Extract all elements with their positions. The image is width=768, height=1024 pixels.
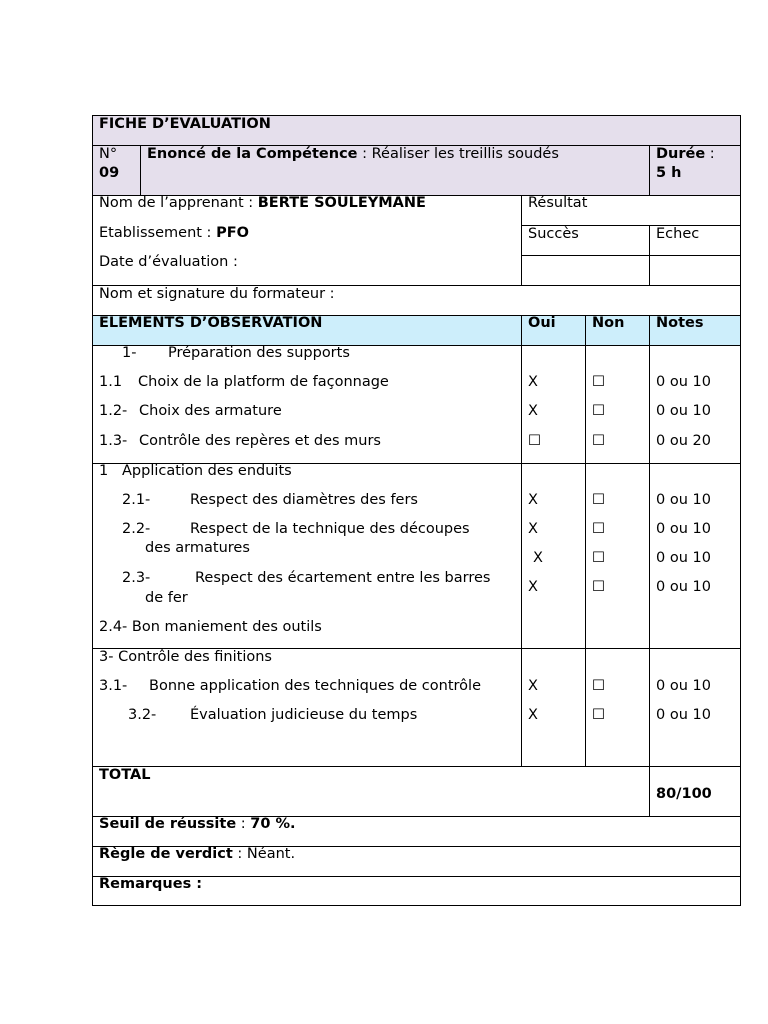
competence-separator: : — [357, 146, 372, 162]
section-2-title: Application des enduits — [122, 463, 292, 479]
non-checkbox: ☐ — [592, 433, 605, 449]
item-number: 2.3- — [122, 570, 151, 586]
col-divider — [521, 315, 522, 766]
section-1-number: 1- — [122, 345, 137, 361]
item-note: 0 ou 10 — [656, 521, 711, 537]
pass-threshold — [99, 816, 296, 833]
item-label: 2.4- Bon maniement des outils — [99, 619, 322, 635]
non-checkbox: ☐ — [592, 492, 605, 508]
col-divider — [521, 195, 522, 285]
col-divider — [585, 315, 586, 766]
success-label: Succès — [528, 226, 579, 242]
learner-name — [99, 195, 426, 212]
total-value: 80/100 — [656, 786, 712, 802]
competence-value: Réaliser les treillis soudés — [371, 146, 559, 162]
non-checkbox: ☐ — [592, 678, 605, 694]
column-elements: ELEMENTS D’OBSERVATION — [99, 315, 323, 331]
oui-mark: X — [528, 707, 538, 723]
non-checkbox: ☐ — [592, 374, 605, 390]
verdict-rule-value: Néant. — [246, 846, 296, 862]
failure-label: Echec — [656, 226, 700, 242]
trainer-signature-label: Nom et signature du formateur : — [99, 286, 335, 302]
section-3-title: 3- Contrôle des finitions — [99, 649, 272, 665]
pass-threshold-label: Seuil de réussite — [99, 816, 237, 832]
section-1-title: Préparation des supports — [168, 345, 350, 361]
col-divider — [649, 315, 650, 816]
oui-checkbox: ☐ — [528, 433, 541, 449]
competence-statement — [147, 146, 559, 163]
table-border-right — [740, 115, 741, 906]
col-divider — [649, 225, 650, 285]
non-checkbox: ☐ — [592, 550, 605, 566]
table-border-bottom — [92, 905, 741, 906]
pass-threshold-value: 70 %. — [250, 816, 296, 832]
table-border-left — [92, 115, 93, 906]
item-number: 2.1- — [122, 492, 151, 508]
item-label: Contrôle des repères et des murs — [139, 433, 381, 449]
item-number: 1.2- — [99, 403, 128, 419]
item-label: Évaluation judicieuse du temps — [190, 707, 418, 723]
non-checkbox: ☐ — [592, 579, 605, 595]
item-label: Choix de la platform de façonnage — [138, 374, 389, 390]
item-label: Choix des armature — [139, 403, 282, 419]
verdict-rule — [99, 846, 295, 863]
item-number: 1.1 — [99, 374, 123, 390]
item-number: 2.2- — [122, 521, 151, 537]
item-note: 0 ou 10 — [656, 550, 711, 566]
remarks-label: Remarques : — [99, 876, 203, 892]
oui-mark: X — [528, 678, 538, 694]
verdict-rule-separator: : — [232, 846, 247, 862]
total-label: TOTAL — [99, 767, 151, 783]
item-note: 0 ou 10 — [656, 707, 711, 723]
row-divider — [92, 766, 741, 767]
column-non: Non — [592, 315, 625, 331]
non-checkbox: ☐ — [592, 707, 605, 723]
item-note: 0 ou 10 — [656, 579, 711, 595]
duration — [656, 146, 715, 163]
col-divider — [649, 145, 650, 195]
item-label-continued: des armatures — [145, 540, 250, 556]
duration-separator: : — [705, 146, 715, 162]
col-divider — [140, 145, 141, 195]
item-note: 0 ou 10 — [656, 403, 711, 419]
oui-mark: X — [528, 374, 538, 390]
column-oui: Oui — [528, 315, 556, 331]
evaluation-date-label: Date d’évaluation : — [99, 254, 238, 270]
learner-value: BERTE SOULEYMANE — [257, 195, 426, 211]
item-note: 0 ou 10 — [656, 492, 711, 508]
item-note: 0 ou 10 — [656, 374, 711, 390]
number-label: N° — [99, 146, 118, 162]
item-number: 1.3- — [99, 433, 128, 449]
oui-mark: X — [528, 403, 538, 419]
item-label-continued: de fer — [145, 590, 188, 606]
duration-label: Durée — [656, 146, 706, 162]
competence-label: Enoncé de la Compétence — [147, 146, 358, 162]
establishment-value: PFO — [216, 225, 249, 241]
item-label: Respect des diamètres des fers — [190, 492, 418, 508]
pass-threshold-separator: : — [236, 816, 251, 832]
item-label: Respect de la technique des découpes — [190, 521, 470, 537]
verdict-rule-label: Règle de verdict — [99, 846, 233, 862]
learner-label: Nom de l’apprenant : — [99, 195, 258, 211]
item-label: Respect des écartement entre les barres — [195, 570, 491, 586]
oui-mark: X — [528, 492, 538, 508]
item-number: 3.1- — [99, 678, 128, 694]
duration-value: 5 h — [656, 165, 682, 181]
item-note: 0 ou 20 — [656, 433, 711, 449]
item-number: 3.2- — [128, 707, 157, 723]
column-notes: Notes — [656, 315, 704, 331]
item-label: Bonne application des techniques de contrôle — [149, 678, 481, 694]
sheet-title: FICHE D’EVALUATION — [99, 116, 271, 132]
non-checkbox: ☐ — [592, 403, 605, 419]
number-value: 09 — [99, 165, 120, 181]
non-checkbox: ☐ — [592, 521, 605, 537]
oui-mark: X — [533, 550, 543, 566]
establishment — [99, 225, 249, 242]
item-note: 0 ou 10 — [656, 678, 711, 694]
establishment-label: Etablissement : — [99, 225, 217, 241]
section-2-number: 1 — [99, 463, 109, 479]
result-label: Résultat — [528, 195, 588, 211]
oui-mark: X — [528, 521, 538, 537]
oui-mark: X — [528, 579, 538, 595]
result-divider — [521, 255, 741, 256]
